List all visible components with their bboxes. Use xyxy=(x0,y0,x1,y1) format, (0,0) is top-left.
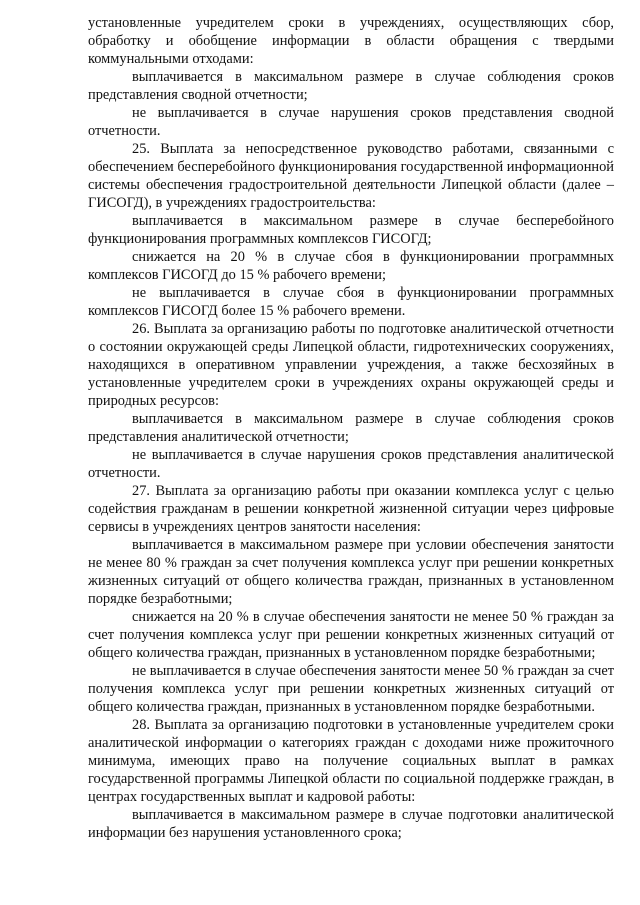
paragraph-item-28: 28. Выплата за организацию подготовки в установленные учредителем сроки аналитической информации о категориях граждан с доходами ниже прожиточного минимума, имеющих право на получение социальных выплат в рамках государственной программы Липецкой области по социальной поддержке граждан, в центрах государственных выплат и кадровой работы: xyxy=(88,717,614,805)
paragraph-condition: выплачивается в максимальном размере в случае подготовки аналитической информации без нарушения установленного срока; xyxy=(88,807,614,841)
paragraph-condition: выплачивается в максимальном размере в случае соблюдения сроков представления сводной отчетности; xyxy=(88,69,614,103)
paragraph-condition: не выплачивается в случае нарушения сроков представления сводной отчетности. xyxy=(88,105,614,139)
paragraph-intro-continuation: установленные учредителем сроки в учреждениях, осуществляющих сбор, обработку и обобщение информации в области обращения с твердыми коммунальными отходами: xyxy=(88,15,614,67)
paragraph-condition: снижается на 20 % в случае обеспечения занятости не менее 50 % граждан за счет получения комплекса услуг при решении конкретных жизненных ситуаций от общего количества граждан, признанных в установленном порядке безработными; xyxy=(88,609,614,661)
paragraph-condition: выплачивается в максимальном размере при условии обеспечения занятости не менее 80 % граждан за счет получения комплекса услуг при решении конкретных жизненных ситуаций от общего количества граждан, признанных в установленном порядке безработными; xyxy=(88,537,614,607)
paragraph-condition: не выплачивается в случае обеспечения занятости менее 50 % граждан за счет получения комплекса услуг при решении конкретных жизненных ситуаций от общего количества граждан, признанных в установленном порядке безработными. xyxy=(88,663,614,715)
document-page xyxy=(88,14,614,842)
paragraph-condition: не выплачивается в случае сбоя в функционировании программных комплексов ГИСОГД более 15 % рабочего времени. xyxy=(88,285,614,319)
paragraph-condition: снижается на 20 % в случае сбоя в функционировании программных комплексов ГИСОГД до 15 % рабочего времени; xyxy=(88,249,614,283)
paragraph-item-25: 25. Выплата за непосредственное руководство работами, связанными с обеспечением бесперебойного функционирования государственной информационной системы обеспечения градостроительной деятельности Липецкой области (далее – ГИСОГД), в учреждениях градостроительства: xyxy=(88,141,614,211)
paragraph-item-26: 26. Выплата за организацию работы по подготовке аналитической отчетности о состоянии окружающей среды Липецкой области, гидротехнических сооружениях, находящихся в оперативном управлении учреждения, а также бесхозяйных в установленные учредителем сроки в учреждениях охраны окружающей среды и природных ресурсов: xyxy=(88,321,614,409)
paragraph-condition: выплачивается в максимальном размере в случае бесперебойного функционирования программных комплексов ГИСОГД; xyxy=(88,213,614,247)
paragraph-condition: не выплачивается в случае нарушения сроков представления аналитической отчетности. xyxy=(88,447,614,481)
paragraph-item-27: 27. Выплата за организацию работы при оказании комплекса услуг с целью содействия гражданам в решении конкретной жизненной ситуации через цифровые сервисы в учреждениях центров занятости населения: xyxy=(88,483,614,535)
paragraph-condition: выплачивается в максимальном размере в случае соблюдения сроков представления аналитической отчетности; xyxy=(88,411,614,445)
